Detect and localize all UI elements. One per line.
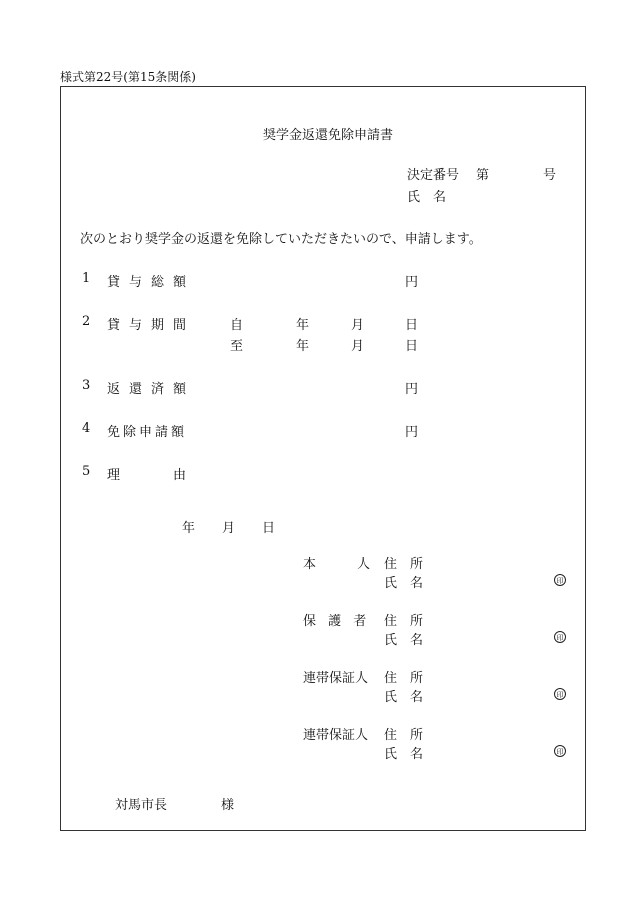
addressee-name: 対馬市長 [115, 798, 168, 813]
item-3-label: 返還済額 [107, 382, 196, 397]
item-2-to-year: 年 [296, 339, 310, 354]
item-2-to-month: 月 [351, 339, 365, 354]
item-2-from-month: 月 [351, 318, 365, 333]
form-number: 様式第22号(第15条関係) [60, 70, 196, 84]
form-title: 奨学金返還免除申請書 [263, 128, 394, 143]
item-2-from-year: 年 [296, 318, 310, 333]
addressee-honorific: 様 [221, 798, 235, 813]
item-1-label: 貸与総額 [107, 275, 196, 290]
item-5-number: 5 [82, 464, 91, 479]
item-1-unit: 円 [405, 275, 419, 290]
item-5-label-b: 由 [173, 468, 187, 483]
item-3-number: 3 [82, 378, 91, 393]
party-2-address-label: 住 所 [384, 614, 424, 629]
date-month: 月 [222, 521, 236, 536]
party-2-seal-icon: 印 [554, 631, 566, 643]
party-2-name-label: 氏 名 [384, 633, 424, 648]
decision-dai: 第 [476, 168, 490, 183]
item-2-to: 至 [230, 339, 244, 354]
party-1-role-b: 人 [357, 557, 371, 572]
party-3-address-label: 住 所 [384, 671, 424, 686]
party-1-name-label: 氏 名 [384, 576, 424, 591]
item-2-label: 貸与期間 [107, 318, 196, 333]
item-4-label: 免除申請額 [107, 425, 188, 440]
item-2-from: 自 [230, 318, 244, 333]
item-4-number: 4 [82, 421, 91, 436]
party-4-address-label: 住 所 [384, 728, 424, 743]
item-1-number: 1 [82, 271, 91, 286]
party-3-role: 連帯保証人 [303, 671, 369, 686]
item-5-label-a: 理 [107, 468, 121, 483]
decision-name-label: 氏 名 [407, 190, 447, 205]
item-4-unit: 円 [405, 425, 419, 440]
party-3-seal-icon: 印 [554, 688, 566, 700]
date-day: 日 [262, 521, 276, 536]
party-3-name-label: 氏 名 [384, 690, 424, 705]
party-2-role: 保 護 者 [303, 614, 371, 629]
item-2-from-day: 日 [405, 318, 419, 333]
item-2-to-day: 日 [405, 339, 419, 354]
party-4-role: 連帯保証人 [303, 728, 369, 743]
party-4-seal-icon: 印 [554, 745, 566, 757]
decision-number-label: 決定番号 [407, 168, 460, 183]
party-1-address-label: 住 所 [384, 557, 424, 572]
item-3-unit: 円 [405, 382, 419, 397]
party-4-name-label: 氏 名 [384, 747, 424, 762]
party-1-role-a: 本 [303, 557, 317, 572]
form-frame [60, 86, 586, 831]
party-1-seal-icon: 印 [554, 574, 566, 586]
intro-text: 次のとおり奨学金の返還を免除していただきたいので、申請します。 [80, 232, 482, 247]
date-year: 年 [182, 521, 196, 536]
item-2-number: 2 [82, 314, 91, 329]
decision-go: 号 [543, 168, 557, 183]
